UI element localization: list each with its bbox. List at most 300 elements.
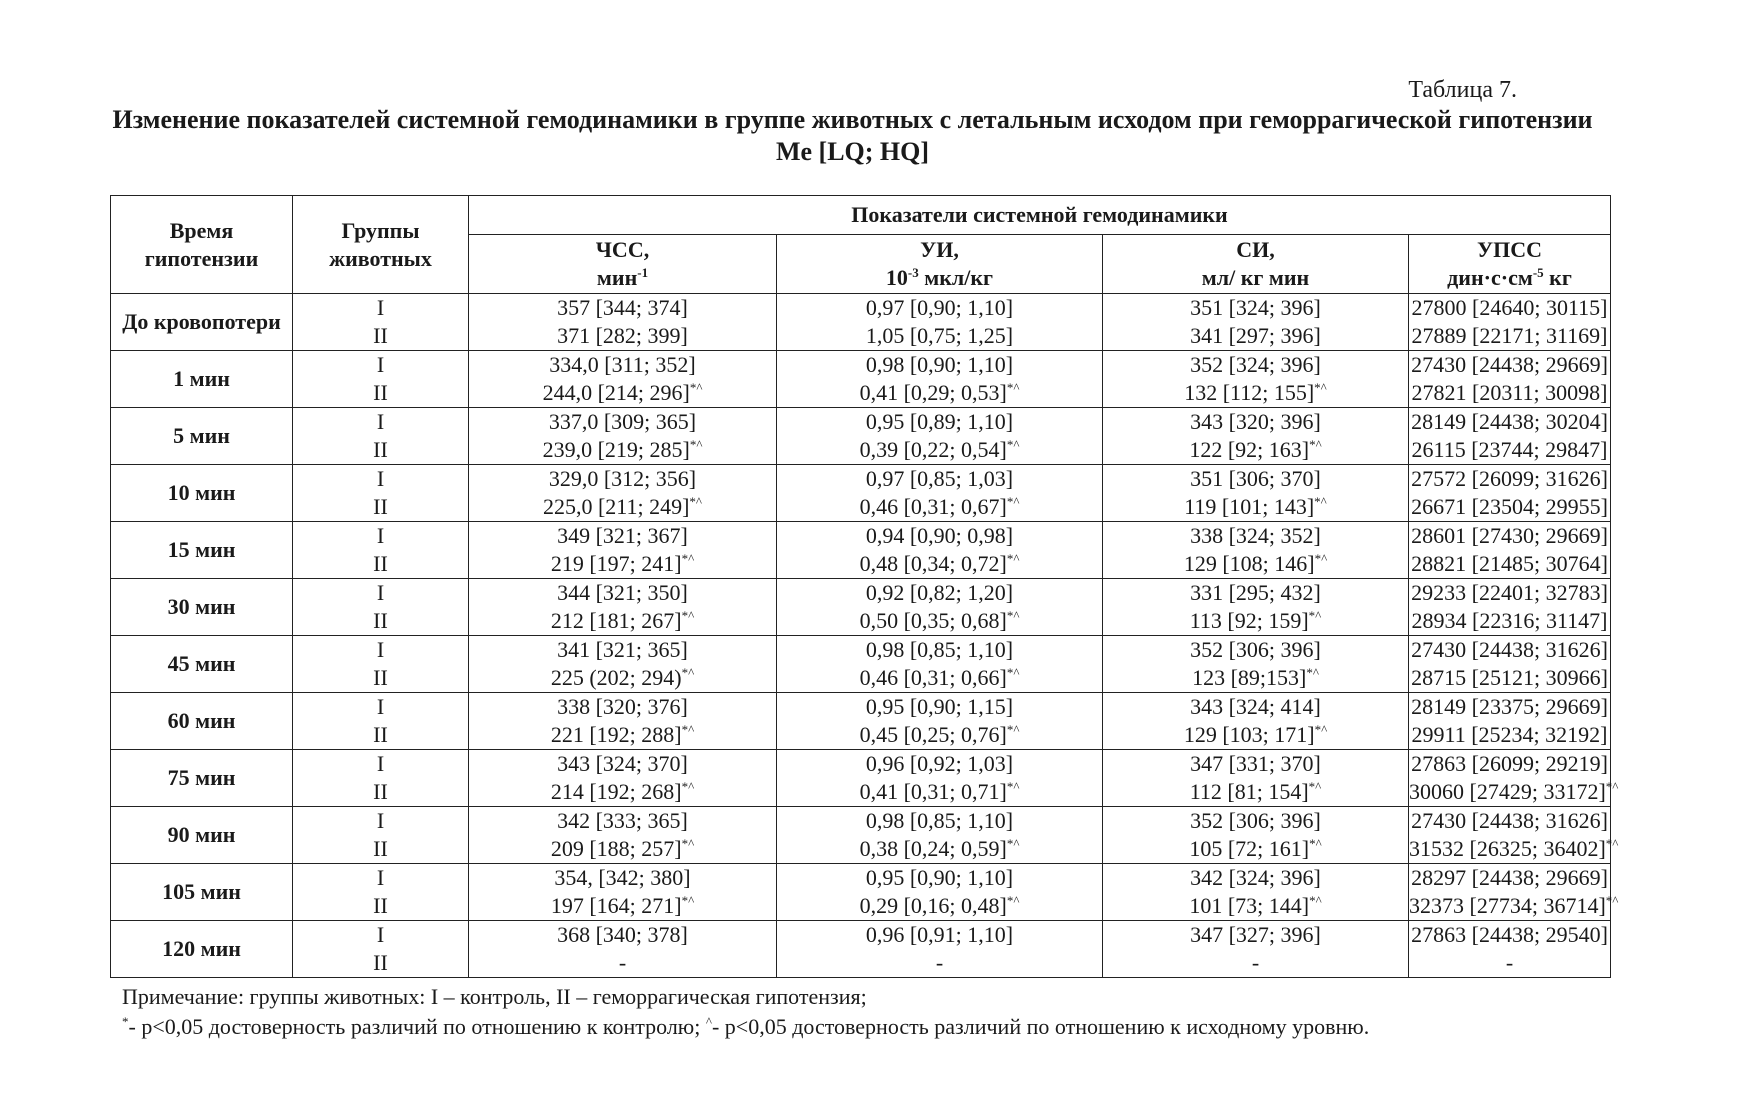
value-cell bbox=[1409, 351, 1611, 408]
value-line bbox=[777, 921, 1102, 949]
value-cell bbox=[777, 579, 1103, 636]
table-row bbox=[111, 294, 1611, 351]
value-text: 119 [101; 143] bbox=[1184, 494, 1315, 519]
significance-mark: *^ bbox=[1605, 836, 1619, 851]
value-text: 30060 [27429; 33172] bbox=[1409, 779, 1606, 804]
value-text: 0,96 [0,91; 1,10] bbox=[865, 922, 1014, 947]
value-line bbox=[469, 921, 776, 949]
group-cell bbox=[293, 579, 469, 636]
value-line bbox=[777, 892, 1102, 920]
value-text: 1,05 [0,75; 1,25] bbox=[865, 323, 1014, 348]
value-line bbox=[1103, 379, 1408, 407]
value-line bbox=[777, 408, 1102, 436]
table-title: Изменение показателей системной гемодинамики в группе животных с летальным исходом при геморрагической гипотензии Me [LQ; HQ] bbox=[112, 105, 1593, 166]
value-text: 343 [320; 396] bbox=[1190, 409, 1321, 434]
significance-mark: *^ bbox=[681, 779, 695, 794]
value-line bbox=[1103, 949, 1408, 977]
time-cell: 60 мин bbox=[111, 693, 293, 750]
value-line bbox=[469, 664, 776, 692]
value-cell bbox=[469, 408, 777, 465]
value-line bbox=[469, 892, 776, 920]
value-line bbox=[1409, 408, 1610, 436]
value-text: 239,0 [219; 285] bbox=[542, 437, 690, 462]
value-cell bbox=[469, 693, 777, 750]
value-text: 28715 [25121; 30966] bbox=[1411, 665, 1608, 690]
value-text: 29911 [25234; 32192] bbox=[1411, 722, 1608, 747]
unit-exponent: -1 bbox=[637, 265, 649, 280]
value-line bbox=[777, 636, 1102, 664]
significance-mark: *^ bbox=[1308, 779, 1322, 794]
value-text: - bbox=[935, 950, 944, 975]
header-groups: Группы животных bbox=[293, 196, 469, 294]
value-text: - bbox=[618, 950, 627, 975]
value-line bbox=[1103, 664, 1408, 692]
value-text: 28149 [23375; 29669] bbox=[1411, 694, 1608, 719]
value-line bbox=[777, 579, 1102, 607]
group-label: I bbox=[376, 751, 385, 776]
value-text: 132 [112; 155] bbox=[1184, 380, 1315, 405]
group-label: II bbox=[373, 494, 388, 519]
value-text: 105 [72; 161] bbox=[1189, 836, 1310, 861]
value-text: 27889 [22171; 31169] bbox=[1411, 323, 1608, 348]
value-text: 225,0 [211; 249] bbox=[542, 494, 690, 519]
value-text: 26671 [23504; 29955] bbox=[1411, 494, 1608, 519]
value-line bbox=[777, 379, 1102, 407]
group-cell bbox=[293, 750, 469, 807]
value-text: 0,38 [0,24; 0,59] bbox=[859, 836, 1007, 861]
value-line bbox=[1103, 436, 1408, 464]
group-label: II bbox=[373, 836, 388, 861]
group-label: II bbox=[373, 323, 388, 348]
value-text: 0,50 [0,35; 0,68] bbox=[859, 608, 1007, 633]
group-label: II bbox=[373, 950, 388, 975]
value-line bbox=[1103, 778, 1408, 806]
value-line bbox=[469, 721, 776, 749]
significance-mark: *^ bbox=[1006, 437, 1020, 452]
significance-mark: *^ bbox=[1309, 437, 1322, 452]
value-cell bbox=[469, 807, 777, 864]
value-line bbox=[469, 835, 776, 863]
value-line bbox=[1103, 351, 1408, 379]
value-cell bbox=[1103, 693, 1409, 750]
group-cell bbox=[293, 351, 469, 408]
value-line bbox=[1103, 693, 1408, 721]
value-line bbox=[1103, 750, 1408, 778]
value-line bbox=[777, 949, 1102, 977]
value-text: 331 [295; 432] bbox=[1190, 580, 1321, 605]
value-cell bbox=[1103, 807, 1409, 864]
value-text: 342 [324; 396] bbox=[1190, 865, 1321, 890]
value-line bbox=[777, 864, 1102, 892]
value-line bbox=[469, 750, 776, 778]
value-cell bbox=[1103, 921, 1409, 978]
table-row bbox=[111, 636, 1611, 693]
value-cell bbox=[1409, 750, 1619, 807]
value-line bbox=[1409, 379, 1610, 407]
value-text: 0,41 [0,31; 0,71] bbox=[859, 779, 1007, 804]
value-cell bbox=[1409, 693, 1611, 750]
value-cell bbox=[777, 522, 1103, 579]
time-cell: До кровопотери bbox=[111, 294, 293, 351]
note-asterisk-text: - p<0,05 достоверность различий по отношению к контролю; bbox=[128, 1014, 706, 1039]
value-line bbox=[1409, 322, 1610, 350]
value-cell bbox=[1103, 351, 1409, 408]
value-line bbox=[777, 778, 1102, 806]
unit-base: мин bbox=[596, 265, 638, 290]
group-label: I bbox=[376, 865, 385, 890]
header-col-name: УПСС bbox=[1476, 237, 1543, 262]
time-cell: 45 мин bbox=[111, 636, 293, 693]
value-cell bbox=[1409, 465, 1611, 522]
group-label: II bbox=[373, 779, 388, 804]
value-text: 244,0 [214; 296] bbox=[542, 380, 690, 405]
significance-mark: *^ bbox=[1006, 779, 1020, 794]
significance-mark: *^ bbox=[1006, 722, 1020, 737]
time-cell: 90 мин bbox=[111, 807, 293, 864]
value-text: 0,48 [0,34; 0,72] bbox=[859, 551, 1007, 576]
value-line bbox=[469, 436, 776, 464]
value-line bbox=[1409, 550, 1610, 578]
note-line-1: Примечание: группы животных: I – контроль, II – геморрагическая гипотензия; bbox=[122, 984, 867, 1009]
value-text: 349 [321; 367] bbox=[557, 523, 688, 548]
value-text: 352 [306; 396] bbox=[1190, 637, 1321, 662]
value-text: 28297 [24438; 29669] bbox=[1411, 865, 1608, 890]
value-text: 0,92 [0,82; 1,20] bbox=[865, 580, 1014, 605]
time-cell: 75 мин bbox=[111, 750, 293, 807]
significance-mark: *^ bbox=[1314, 722, 1328, 737]
value-cell bbox=[777, 693, 1103, 750]
value-line bbox=[1409, 522, 1610, 550]
value-text: 225 (202; 294) bbox=[550, 665, 682, 690]
value-text: 0,96 [0,92; 1,03] bbox=[865, 751, 1014, 776]
group-label: I bbox=[376, 922, 385, 947]
value-text: 26115 [23744; 29847] bbox=[1411, 437, 1608, 462]
header-col-0 bbox=[469, 235, 777, 294]
value-text: 338 [324; 352] bbox=[1190, 523, 1321, 548]
unit-base: мл/ кг мин bbox=[1201, 265, 1310, 290]
header-col-unit bbox=[777, 264, 1102, 292]
value-line bbox=[777, 322, 1102, 350]
value-text: 27430 [24438; 29669] bbox=[1411, 352, 1608, 377]
value-line bbox=[1409, 892, 1619, 920]
value-text: 0,95 [0,89; 1,10] bbox=[865, 409, 1014, 434]
value-cell bbox=[1103, 750, 1409, 807]
note-caret-mark: ^ bbox=[705, 1014, 712, 1029]
value-line bbox=[777, 750, 1102, 778]
value-text: 0,97 [0,85; 1,03] bbox=[865, 466, 1014, 491]
value-text: 129 [108; 146] bbox=[1183, 551, 1315, 576]
value-line bbox=[777, 835, 1102, 863]
header-col-1 bbox=[777, 235, 1103, 294]
value-text: 342 [333; 365] bbox=[557, 808, 688, 833]
table-caption: Таблица 7. bbox=[1408, 77, 1517, 103]
value-cell bbox=[1103, 294, 1409, 351]
value-line bbox=[469, 465, 776, 493]
significance-mark: *^ bbox=[1006, 836, 1020, 851]
value-cell bbox=[1409, 636, 1611, 693]
significance-mark: *^ bbox=[689, 437, 703, 452]
value-line bbox=[1103, 921, 1408, 949]
value-text: 214 [192; 268] bbox=[550, 779, 682, 804]
value-text: 351 [324; 396] bbox=[1190, 295, 1321, 320]
value-text: 0,98 [0,85; 1,10] bbox=[865, 808, 1014, 833]
value-line bbox=[1103, 550, 1408, 578]
value-line bbox=[777, 522, 1102, 550]
value-line bbox=[777, 550, 1102, 578]
table-row bbox=[111, 693, 1611, 750]
value-line bbox=[1103, 579, 1408, 607]
value-line bbox=[469, 807, 776, 835]
value-text: 28934 [22316; 31147] bbox=[1411, 608, 1608, 633]
value-cell bbox=[1409, 294, 1611, 351]
value-text: 347 [331; 370] bbox=[1190, 751, 1321, 776]
header-col-2 bbox=[1103, 235, 1409, 294]
value-line bbox=[469, 522, 776, 550]
value-text: 0,95 [0,90; 1,10] bbox=[865, 865, 1014, 890]
value-text: 344 [321; 350] bbox=[557, 580, 688, 605]
group-label: II bbox=[373, 380, 388, 405]
header-col-name: СИ, bbox=[1236, 237, 1275, 262]
table-body bbox=[111, 294, 1619, 978]
table-row bbox=[111, 465, 1611, 522]
group-cell bbox=[293, 864, 469, 921]
value-line bbox=[469, 322, 776, 350]
value-line bbox=[777, 664, 1102, 692]
value-text: 0,45 [0,25; 0,76] bbox=[859, 722, 1007, 747]
value-line bbox=[777, 493, 1102, 521]
significance-mark: *^ bbox=[681, 836, 695, 851]
group-label: II bbox=[373, 608, 388, 633]
significance-mark: *^ bbox=[1314, 380, 1327, 395]
value-line bbox=[1103, 493, 1408, 521]
value-text: 28601 [27430; 29669] bbox=[1411, 523, 1608, 548]
note-caret-text: - p<0,05 достоверность различий по отношению к исходному уровню. bbox=[711, 1014, 1370, 1039]
value-text: 29233 [22401; 32783] bbox=[1411, 580, 1608, 605]
group-label: II bbox=[373, 437, 388, 462]
value-line bbox=[1103, 465, 1408, 493]
significance-mark: *^ bbox=[1006, 380, 1020, 395]
value-text: 341 [321; 365] bbox=[557, 637, 688, 662]
significance-mark: *^ bbox=[1314, 551, 1328, 566]
group-label: II bbox=[373, 722, 388, 747]
value-cell bbox=[469, 351, 777, 408]
group-cell bbox=[293, 693, 469, 750]
value-line bbox=[1409, 835, 1619, 863]
group-label: I bbox=[376, 580, 385, 605]
group-label: I bbox=[376, 523, 385, 548]
significance-mark: *^ bbox=[689, 494, 703, 509]
value-text: 0,98 [0,85; 1,10] bbox=[865, 637, 1014, 662]
group-label: I bbox=[376, 694, 385, 719]
value-text: 0,95 [0,90; 1,15] bbox=[865, 694, 1014, 719]
value-text: 0,41 [0,29; 0,53] bbox=[859, 380, 1007, 405]
value-cell bbox=[777, 750, 1103, 807]
value-line bbox=[1409, 721, 1610, 749]
significance-mark: *^ bbox=[681, 893, 695, 908]
value-line bbox=[469, 550, 776, 578]
value-line bbox=[1103, 522, 1408, 550]
value-line bbox=[469, 379, 776, 407]
value-line bbox=[777, 807, 1102, 835]
group-label: I bbox=[376, 808, 385, 833]
value-text: 101 [73; 144] bbox=[1189, 893, 1310, 918]
value-text: 347 [327; 396] bbox=[1190, 922, 1321, 947]
unit-base: 10 bbox=[885, 265, 908, 290]
value-cell bbox=[1103, 522, 1409, 579]
group-label: I bbox=[376, 409, 385, 434]
time-cell: 30 мин bbox=[111, 579, 293, 636]
value-cell bbox=[1409, 807, 1619, 864]
time-cell: 10 мин bbox=[111, 465, 293, 522]
value-line bbox=[469, 351, 776, 379]
value-line bbox=[777, 351, 1102, 379]
value-line bbox=[1103, 636, 1408, 664]
value-cell bbox=[469, 750, 777, 807]
value-text: 371 [282; 399] bbox=[557, 323, 688, 348]
group-label: I bbox=[376, 295, 385, 320]
value-text: 338 [320; 376] bbox=[557, 694, 688, 719]
value-cell bbox=[777, 351, 1103, 408]
value-text: 0,97 [0,90; 1,10] bbox=[865, 295, 1014, 320]
value-cell bbox=[1409, 864, 1619, 921]
value-line bbox=[469, 864, 776, 892]
value-line bbox=[1103, 607, 1408, 635]
value-line bbox=[1103, 807, 1408, 835]
group-cell bbox=[293, 465, 469, 522]
significance-mark: *^ bbox=[1306, 665, 1319, 680]
value-cell bbox=[1103, 579, 1409, 636]
header-indicators: Показатели системной гемодинамики bbox=[469, 196, 1611, 235]
value-cell bbox=[777, 408, 1103, 465]
value-text: 343 [324; 370] bbox=[557, 751, 688, 776]
time-cell: 120 мин bbox=[111, 921, 293, 978]
header-col-unit bbox=[1409, 264, 1610, 292]
time-cell: 15 мин bbox=[111, 522, 293, 579]
value-cell bbox=[1103, 864, 1409, 921]
group-cell bbox=[293, 636, 469, 693]
value-text: - bbox=[1505, 950, 1514, 975]
group-label: I bbox=[376, 466, 385, 491]
value-text: 28821 [21485; 30764] bbox=[1411, 551, 1608, 576]
value-text: 209 [188; 257] bbox=[550, 836, 682, 861]
unit-base: дин·с·см bbox=[1447, 265, 1533, 290]
value-line bbox=[469, 408, 776, 436]
value-cell bbox=[777, 864, 1103, 921]
value-text: 27863 [26099; 29219] bbox=[1411, 751, 1608, 776]
header-col-unit bbox=[1103, 264, 1408, 292]
value-text: 334,0 [311; 352] bbox=[549, 352, 696, 377]
significance-mark: *^ bbox=[1006, 893, 1020, 908]
value-line bbox=[469, 636, 776, 664]
value-line bbox=[777, 436, 1102, 464]
value-text: 27821 [20311; 30098] bbox=[1411, 380, 1608, 405]
value-line bbox=[469, 579, 776, 607]
value-line bbox=[1103, 835, 1408, 863]
value-line bbox=[469, 294, 776, 322]
value-text: 352 [306; 396] bbox=[1190, 808, 1321, 833]
value-cell bbox=[1409, 408, 1611, 465]
group-label: I bbox=[376, 352, 385, 377]
value-cell bbox=[469, 864, 777, 921]
value-cell bbox=[1103, 636, 1409, 693]
value-text: 343 [324; 414] bbox=[1190, 694, 1321, 719]
unit-exponent: -5 bbox=[1532, 265, 1544, 280]
significance-mark: *^ bbox=[1605, 893, 1619, 908]
value-text: 357 [344; 374] bbox=[557, 295, 688, 320]
value-line bbox=[469, 693, 776, 721]
value-text: 32373 [27734; 36714] bbox=[1409, 893, 1606, 918]
value-text: 329,0 [312; 356] bbox=[548, 466, 697, 491]
value-cell bbox=[469, 522, 777, 579]
value-cell bbox=[777, 294, 1103, 351]
value-cell bbox=[1103, 408, 1409, 465]
significance-mark: *^ bbox=[681, 722, 695, 737]
value-line bbox=[1103, 864, 1408, 892]
value-cell bbox=[777, 921, 1103, 978]
value-cell bbox=[1409, 579, 1611, 636]
group-cell bbox=[293, 294, 469, 351]
significance-mark: *^ bbox=[1308, 608, 1322, 623]
note-asterisk-mark: * bbox=[122, 1014, 129, 1029]
value-text: 27863 [24438; 29540] bbox=[1411, 922, 1608, 947]
time-cell: 1 мин bbox=[111, 351, 293, 408]
value-line bbox=[1409, 351, 1610, 379]
value-cell bbox=[469, 921, 777, 978]
significance-mark: *^ bbox=[689, 380, 703, 395]
value-text: 113 [92; 159] bbox=[1189, 608, 1309, 633]
value-line bbox=[1409, 294, 1610, 322]
value-text: 122 [92; 163] bbox=[1189, 437, 1310, 462]
value-line bbox=[1409, 607, 1610, 635]
value-text: 337,0 [309; 365] bbox=[548, 409, 697, 434]
table-row bbox=[111, 864, 1611, 921]
value-line bbox=[777, 294, 1102, 322]
value-text: 27430 [24438; 31626] bbox=[1411, 637, 1608, 662]
value-text: 27430 [24438; 31626] bbox=[1411, 808, 1608, 833]
table-row bbox=[111, 408, 1611, 465]
hemodynamics-table bbox=[110, 195, 1619, 978]
significance-mark: *^ bbox=[1605, 779, 1619, 794]
value-cell bbox=[469, 579, 777, 636]
value-cell bbox=[1409, 522, 1611, 579]
header-col-name: ЧСС, bbox=[595, 237, 650, 262]
value-line bbox=[469, 607, 776, 635]
value-line bbox=[1103, 322, 1408, 350]
unit-suffix: мкл/кг bbox=[918, 265, 994, 290]
significance-mark: *^ bbox=[1309, 836, 1322, 851]
value-cell bbox=[777, 807, 1103, 864]
value-line bbox=[1409, 778, 1619, 806]
significance-mark: *^ bbox=[1006, 551, 1020, 566]
group-label: II bbox=[373, 551, 388, 576]
significance-mark: *^ bbox=[1006, 608, 1020, 623]
value-line bbox=[469, 949, 776, 977]
header-col-3 bbox=[1409, 235, 1611, 294]
value-cell bbox=[1103, 465, 1409, 522]
significance-mark: *^ bbox=[681, 608, 695, 623]
value-text: 0,46 [0,31; 0,67] bbox=[859, 494, 1007, 519]
value-line bbox=[469, 493, 776, 521]
value-line bbox=[1103, 892, 1408, 920]
group-label: II bbox=[373, 893, 388, 918]
significance-mark: *^ bbox=[681, 665, 695, 680]
note-line-2 bbox=[122, 1012, 1369, 1042]
significance-mark: *^ bbox=[681, 551, 695, 566]
value-line bbox=[1409, 949, 1610, 977]
value-cell bbox=[777, 636, 1103, 693]
value-text: - bbox=[1251, 950, 1260, 975]
unit-exponent: -3 bbox=[907, 265, 919, 280]
